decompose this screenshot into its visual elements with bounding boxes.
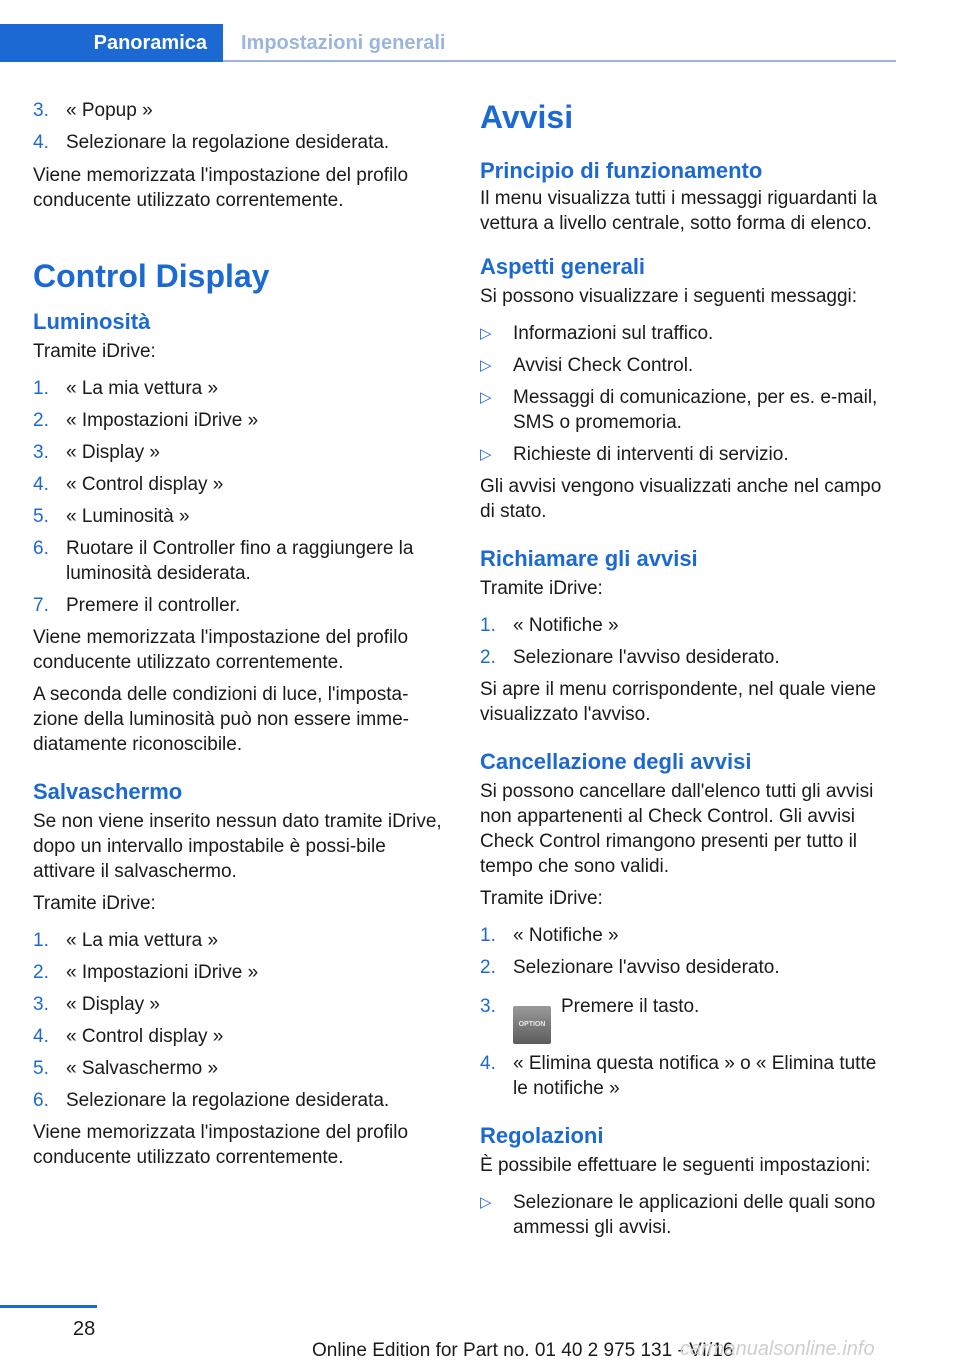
list-item: [480, 923, 895, 948]
list-item: [480, 1190, 895, 1240]
tab-panoramica[interactable]: Panoramica: [0, 24, 223, 62]
richiamare-note: Si apre il menu corrispondente, nel quale viene visualizzato l'avviso.: [480, 679, 877, 725]
step-number: 1.: [480, 925, 496, 946]
bullet-text: Avvisi Check Control.: [513, 355, 694, 376]
list-item: [33, 98, 448, 123]
list-item: [480, 994, 895, 1044]
list-item: [33, 536, 448, 586]
watermark-text: carmanualsonline.info: [680, 1338, 875, 1360]
step-text: « Impostazioni iDrive »: [66, 962, 259, 983]
option-step-text: Premere il tasto.: [561, 996, 700, 1017]
luminosita-steps: [33, 376, 448, 618]
regolazioni-lead: È possibile effettuare le seguenti impostazioni:: [480, 1155, 871, 1176]
step-text: [513, 994, 895, 1044]
list-item: [33, 1088, 448, 1113]
section-title-avvisi: Avvisi: [480, 99, 574, 135]
aspetti-bullets: [480, 321, 895, 467]
triangle-bullet-icon: ▷: [480, 1194, 492, 1211]
step-number: 3.: [33, 442, 49, 463]
step-number: 3.: [33, 100, 49, 121]
cancellazione-steps: [480, 923, 895, 1101]
bullet-text: Selezionare le applicazioni delle quali sono ammessi gli avvisi.: [513, 1192, 876, 1238]
list-item: [480, 321, 895, 346]
heading-salvaschermo: Salvaschermo: [33, 779, 183, 804]
step-text: Selezionare la regolazione desiderata.: [66, 1090, 390, 1111]
list-item: [480, 645, 895, 670]
left-column: [33, 98, 448, 1170]
list-item: [33, 408, 448, 433]
step-number: 4.: [33, 132, 49, 153]
step-text: Selezionare l'avviso desiderato.: [513, 647, 780, 668]
list-item: [480, 353, 895, 378]
list-item: [480, 613, 895, 638]
heading-principio: Principio di funzionamento: [480, 158, 763, 183]
heading-cancellazione: Cancellazione degli avvisi: [480, 749, 752, 774]
list-item: [33, 130, 448, 155]
luminosita-lead: Tramite iDrive:: [33, 341, 156, 362]
option-key-icon: OPTION: [513, 1006, 551, 1044]
page-header: [0, 24, 896, 62]
step-text: « Control display »: [66, 474, 224, 495]
list-item: [33, 992, 448, 1017]
list-item: [33, 1024, 448, 1049]
step-text: « Elimina questa notifica » o « Elimina tutte le notifiche »: [513, 1053, 877, 1099]
right-column: [480, 98, 895, 1240]
step-number: 6.: [33, 538, 49, 559]
step-text: « Salvaschermo »: [66, 1058, 219, 1079]
page-number: 28: [73, 1318, 96, 1340]
list-item: [480, 955, 895, 980]
richiamare-steps: [480, 613, 895, 670]
step-number: 5.: [33, 506, 49, 527]
cancellazione-desc: Si possono cancellare dall'elenco tutti gli avvisi non appartenenti al Check Control. Gli avvisi Check Control rimangono presenti per tutto il tempo che sono validi.: [480, 781, 874, 877]
section-title-control-display: Control Display: [33, 258, 270, 294]
edition-note: Online Edition for Part no. 01 40 2 975 131 - VI/16: [312, 1340, 734, 1361]
step-text: Selezionare la regolazione desiderata.: [66, 132, 390, 153]
step-text: « Impostazioni iDrive »: [66, 410, 259, 431]
step-text: Premere il controller.: [66, 595, 241, 616]
list-item: [33, 1056, 448, 1081]
step-number: 1.: [33, 930, 49, 951]
step-text: « Display »: [66, 442, 160, 463]
salvaschermo-desc: Se non viene inserito nessun dato tramite iDrive, dopo un intervallo impostabile è possi-bile attivare il salvaschermo.: [33, 811, 442, 882]
step-text: « La mia vettura »: [66, 930, 219, 951]
footer-rule: [0, 1305, 97, 1308]
richiamare-lead: Tramite iDrive:: [480, 578, 603, 599]
step-text: « Popup »: [66, 100, 153, 121]
heading-richiamare: Richiamare gli avvisi: [480, 546, 698, 571]
regolazioni-bullets: [480, 1190, 895, 1240]
luminosita-note-2: A seconda delle condizioni di luce, l'imposta-zione della luminosità può non essere imme-diatamente riconoscibile.: [33, 684, 409, 755]
list-item: [480, 1051, 895, 1101]
step-number: 2.: [480, 957, 496, 978]
step-number: 4.: [33, 474, 49, 495]
luminosita-note: Viene memorizzata l'impostazione del profilo conducente utilizzato correntemente.: [33, 627, 409, 673]
step-text: Selezionare l'avviso desiderato.: [513, 957, 780, 978]
principio-text: Il menu visualizza tutti i messaggi riguardanti la vettura a livello centrale, sotto forma di elenco.: [480, 188, 878, 234]
list-item: [33, 593, 448, 618]
list-item: [33, 376, 448, 401]
list-item: [33, 472, 448, 497]
step-number: 6.: [33, 1090, 49, 1111]
bullet-text: Richieste di interventi di servizio.: [513, 444, 789, 465]
list-item: [480, 442, 895, 467]
step-number: 5.: [33, 1058, 49, 1079]
heading-aspetti: Aspetti generali: [480, 254, 646, 279]
step-text: « Notifiche »: [513, 925, 619, 946]
salvaschermo-note: Viene memorizzata l'impostazione del profilo conducente utilizzato correntemente.: [33, 1122, 409, 1168]
triangle-bullet-icon: ▷: [480, 389, 492, 406]
triangle-bullet-icon: ▷: [480, 325, 492, 342]
triangle-bullet-icon: ▷: [480, 446, 492, 463]
list-item: [33, 440, 448, 465]
step-number: 2.: [33, 410, 49, 431]
triangle-bullet-icon: ▷: [480, 357, 492, 374]
step-text: Ruotare il Controller fino a raggiungere la luminosità desiderata.: [66, 538, 414, 584]
step-text: « Luminosità »: [66, 506, 190, 527]
list-item: [480, 385, 895, 435]
step-number: 3.: [33, 994, 49, 1015]
step-number: 4.: [33, 1026, 49, 1047]
aspetti-note: Gli avvisi vengono visualizzati anche nel campo di stato.: [480, 476, 882, 522]
step-number: 1.: [480, 615, 496, 636]
step-number: 2.: [480, 647, 496, 668]
tab-impostazioni-generali[interactable]: Impostazioni generali: [241, 31, 446, 54]
step-number: 4.: [480, 1053, 496, 1074]
step-number: 7.: [33, 595, 49, 616]
cancellazione-lead: Tramite iDrive:: [480, 888, 603, 909]
step-number: 1.: [33, 378, 49, 399]
salvaschermo-steps: [33, 928, 448, 1113]
heading-luminosita: Luminosità: [33, 309, 151, 334]
bullet-text: Messaggi di comunicazione, per es. e-mail, SMS o promemoria.: [513, 387, 878, 433]
salvaschermo-lead: Tramite iDrive:: [33, 893, 156, 914]
list-item: [33, 928, 448, 953]
bullet-text: Informazioni sul traffico.: [513, 323, 714, 344]
step-text: « Control display »: [66, 1026, 224, 1047]
header-rule: [223, 60, 896, 62]
step-number: 3.: [480, 996, 496, 1017]
step-number: 2.: [33, 962, 49, 983]
heading-regolazioni: Regolazioni: [480, 1123, 604, 1148]
list-item: [33, 504, 448, 529]
step-text: « Notifiche »: [513, 615, 619, 636]
list-item: [33, 960, 448, 985]
step-text: « La mia vettura »: [66, 378, 219, 399]
step-text: « Display »: [66, 994, 160, 1015]
intro-list: [33, 98, 448, 155]
aspetti-lead: Si possono visualizzare i seguenti messaggi:: [480, 286, 858, 307]
intro-note: Viene memorizzata l'impostazione del profilo conducente utilizzato correntemente.: [33, 165, 409, 211]
